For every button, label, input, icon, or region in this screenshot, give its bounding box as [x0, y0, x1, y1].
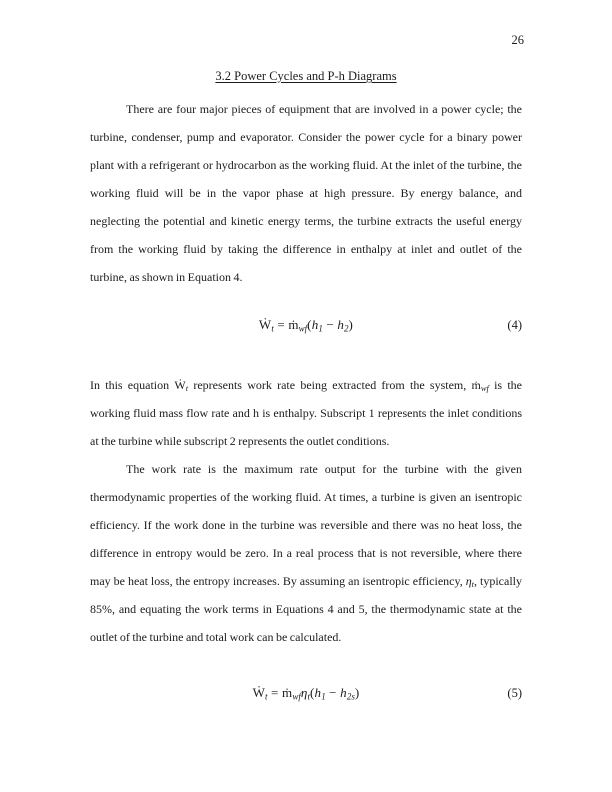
math-isentropic-efficiency-symbol: η — [300, 685, 308, 700]
math-enthalpy-2: h — [340, 685, 347, 700]
math-subscript-2: 2 — [344, 323, 349, 334]
math-subscript-wf: wf — [298, 323, 308, 334]
paragraph-3-segment-2: , typically 85%, and equating the work terms in Equations 4 and 5, the thermodynamic state at the outlet of the turbine and total work can be calculated. — [90, 574, 523, 644]
math-work-rate-symbol: Ẇ — [252, 685, 266, 700]
math-subscript-t: t — [265, 691, 268, 702]
close-paren: ) — [348, 317, 354, 332]
close-paren: ) — [354, 685, 360, 700]
equation-5-number: (5) — [507, 686, 522, 700]
page-number: 26 — [511, 33, 524, 47]
equals-sign: = — [267, 685, 282, 700]
equation-5 — [253, 685, 360, 700]
math-subscript-wf: wf — [480, 383, 489, 393]
math-enthalpy-1: h — [314, 685, 322, 700]
minus-sign: − — [322, 317, 338, 332]
math-subscript-t: t — [307, 691, 310, 702]
section-heading-text: 3.2 Power Cycles and P-h Diagrams — [215, 69, 397, 83]
math-subscript-2s: 2s — [346, 691, 355, 702]
math-enthalpy-1: h — [311, 317, 319, 332]
minus-sign: − — [325, 685, 341, 700]
equation-4 — [259, 317, 353, 332]
paragraph-1-text: There are four major pieces of equipment that are involved in a power cycle; the turbine, condenser, pump and evaporator. Consider the power cycle for a binary power plant with a refrigerant or hydrocarbon as the working fluid. At the inlet of the turbine, the working fluid will be in the vapor phase at high pressure. By energy balance, and neglecting the potential and kinetic energy terms, the turbine extracts the useful energy from the working fluid by taking the difference in enthalpy at inlet and outlet of the turbine, as shown in Equation 4. — [90, 102, 522, 284]
math-work-rate-symbol: Ẇ — [258, 317, 272, 332]
math-subscript-t: t — [471, 579, 475, 589]
equals-sign: = — [273, 317, 289, 332]
paragraph-2-segment-1: In this equation — [90, 378, 175, 392]
math-subscript-1: 1 — [318, 323, 323, 334]
paragraph-2 — [90, 371, 522, 455]
open-paren: ( — [307, 317, 312, 332]
equation-4-row — [90, 311, 522, 339]
math-subscript-t: t — [271, 323, 274, 334]
paragraph-3 — [90, 455, 522, 651]
math-isentropic-efficiency-symbol: η — [465, 574, 472, 588]
equation-5-row — [90, 679, 522, 707]
paragraph-3-segment-1: The work rate is the maximum rate output for the turbine with the given thermodynamic properties of the working fluid. At times, a turbine is given an isentropic efficiency. If the work done in the turbine was reversible and there was no heat loss, the difference in entropy would be zero. In a real process that is not reversible, where there may be heat loss, the entropy increases. By assuming an isentropic efficiency, — [90, 462, 522, 588]
math-enthalpy-2: h — [337, 317, 345, 332]
equation-4-number: (4) — [507, 318, 522, 332]
math-mass-flow-symbol: ṁ — [471, 378, 481, 392]
paragraph-2-segment-3: is the working fluid mass flow rate and h is enthalpy. Subscript 1 represents the inlet conditions at the turbine while subscript 2 represents the outlet conditions. — [90, 378, 522, 448]
math-work-rate-symbol: Ẇ — [174, 378, 186, 392]
math-subscript-t: t — [185, 383, 189, 393]
math-subscript-1: 1 — [321, 691, 326, 702]
section-heading — [90, 0, 522, 84]
paragraph-1 — [90, 95, 522, 291]
open-paren: ( — [310, 685, 315, 700]
math-mass-flow-symbol: ṁ — [288, 317, 299, 332]
math-subscript-wf: wf — [292, 691, 301, 702]
math-mass-flow-symbol: ṁ — [282, 685, 293, 700]
paragraph-2-segment-2: represents work rate being extracted from the system, — [188, 378, 472, 392]
